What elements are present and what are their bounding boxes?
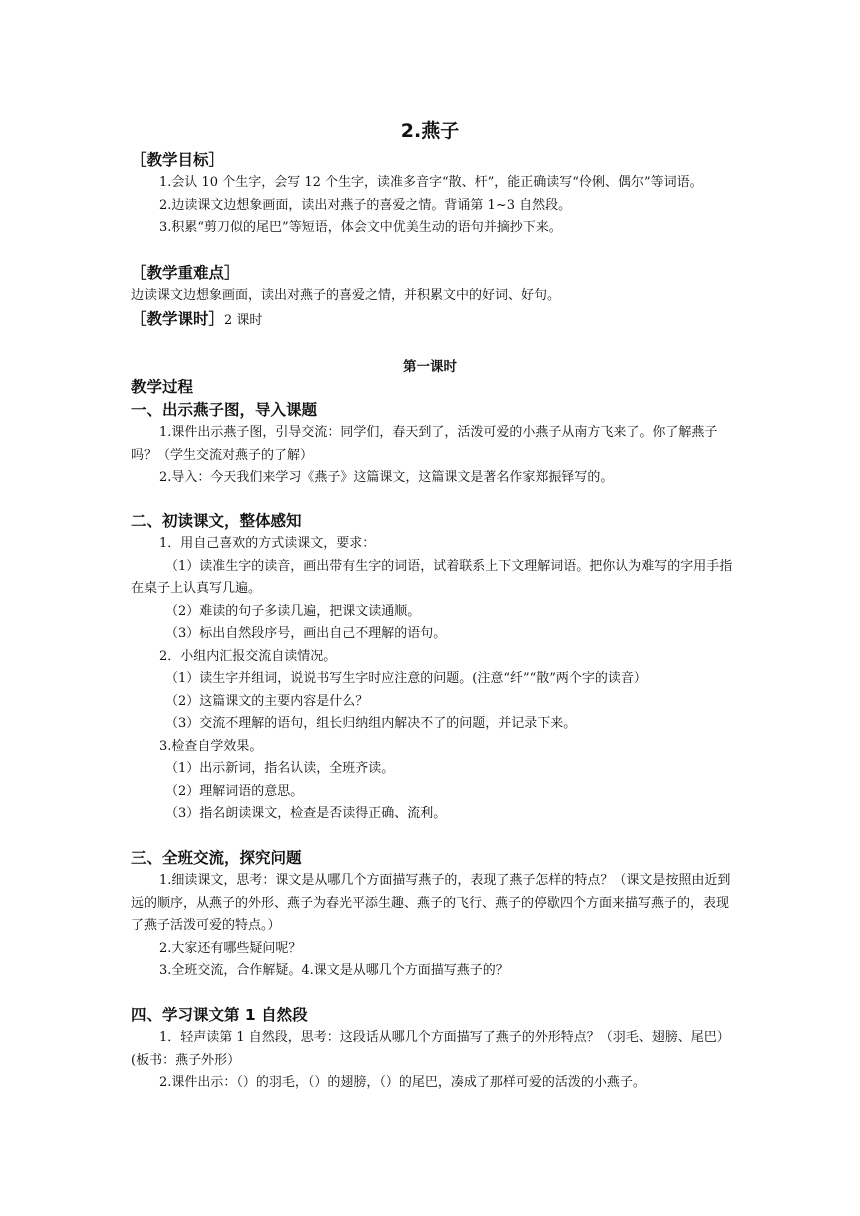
section-4-heading: 四、学习课文第 1 自然段	[131, 1006, 308, 1024]
document-title: 2.燕子	[400, 120, 460, 142]
section-2-step: 3.检查自学效果。	[159, 738, 263, 754]
section-3	[131, 847, 739, 983]
section-2-heading: 二、初读课文，整体感知	[131, 512, 302, 530]
section-3-item: 2.大家还有哪些疑问呢？	[159, 940, 302, 956]
process-section	[131, 376, 739, 490]
goals-heading: ［教学目标］	[131, 151, 225, 169]
section-1-heading: 一、出示燕子图，导入课题	[131, 401, 318, 419]
section-2-substep: （3）标出自然段序号，画出自己不理解的语句。	[165, 626, 447, 641]
section-2-substep: （2）理解词语的意思。	[165, 783, 304, 799]
section-2-substep: （1）读准生字的读音，画出带有生字的词语，试着联系上下文理解词语。把你认为难写的字用手指在桌子上认真写几遍。	[131, 558, 733, 596]
goals-section	[131, 149, 739, 240]
goal-item: 1.会认 10 个生字，会写 12 个生字，读准多音字“散、杆”，能正确读写“伶俐、偶尔”等词语。	[159, 175, 703, 190]
goal-item: 3.积累“剪刀似的尾巴”等短语，体会文中优美生动的语句并摘抄下来。	[159, 220, 562, 235]
hours-section	[131, 308, 739, 332]
section-2-step: 2．小组内汇报交流自读情况。	[159, 648, 337, 664]
section-2	[131, 510, 739, 826]
section-2-step: 1．用自己喜欢的方式读课文，要求：	[159, 536, 376, 551]
section-4-item: 1．轻声读第 1 自然段，思考：这段话从哪几个方面描写了燕子的外形特点？（羽毛、翅膀、尾巴）(板书：燕子外形）	[131, 1030, 730, 1068]
section-2-substep: （2）这篇课文的主要内容是什么？	[165, 693, 369, 709]
section-1-item: 2.导入：今天我们来学习《燕子》这篇课文，这篇课文是著名作家郑振铎写的。	[159, 470, 614, 485]
section-4	[131, 1004, 739, 1095]
section-4-item: 2.课件出示：（）的羽毛，（）的翅膀，（）的尾巴，凑成了那样可爱的活泼的小燕子。	[159, 1075, 646, 1090]
key-heading: ［教学重难点］	[131, 264, 240, 282]
section-2-substep: （1）读生字并组词，说说书写生字时应注意的问题。(注意“纤”“散”两个字的读音）	[165, 671, 647, 686]
section-3-heading: 三、全班交流，探究问题	[131, 849, 302, 867]
section-2-substep: （3）交流不理解的语句，组长归纳组内解决不了的问题，并记录下来。	[165, 716, 577, 731]
section-2-substep: （1）出示新词，指名认读，全班齐读。	[165, 761, 395, 776]
process-title: 教学过程	[131, 378, 194, 396]
section-3-item: 1.细读课文，思考：课文是从哪几个方面描写燕子的，表现了燕子怎样的特点？（课文是按照由近到远的顺序，从燕子的外形、燕子为春光平添生趣、燕子的飞行、燕子的停歇四个方面来描写燕子的，表现了燕子活泼可爱的特点。）	[131, 873, 731, 933]
section-3-item: 3.全班交流，合作解疑。4.课文是从哪几个方面描写燕子的？	[159, 963, 509, 978]
lesson-title: 第一课时	[403, 359, 457, 375]
hours-value: 2 课时	[224, 313, 263, 328]
key-text: 边读课文边想象画面，读出对燕子的喜爱之情，并积累文中的好词、好句。	[131, 288, 561, 303]
section-2-substep: （3）指名朗读课文，检查是否读得正确、流利。	[165, 806, 447, 821]
section-2-substep: （2）难读的句子多读几遍，把课文读通顺。	[165, 603, 421, 619]
section-1-item: 1.课件出示燕子图，引导交流：同学们，春天到了，活泼可爱的小燕子从南方飞来了。你了解燕子吗？（学生交流对燕子的了解）	[131, 425, 718, 463]
key-section	[131, 262, 739, 308]
goal-item: 2.边读课文边想象画面，读出对燕子的喜爱之情。背诵第 1~3 自然段。	[159, 197, 572, 213]
hours-heading: ［教学课时］	[131, 310, 225, 328]
